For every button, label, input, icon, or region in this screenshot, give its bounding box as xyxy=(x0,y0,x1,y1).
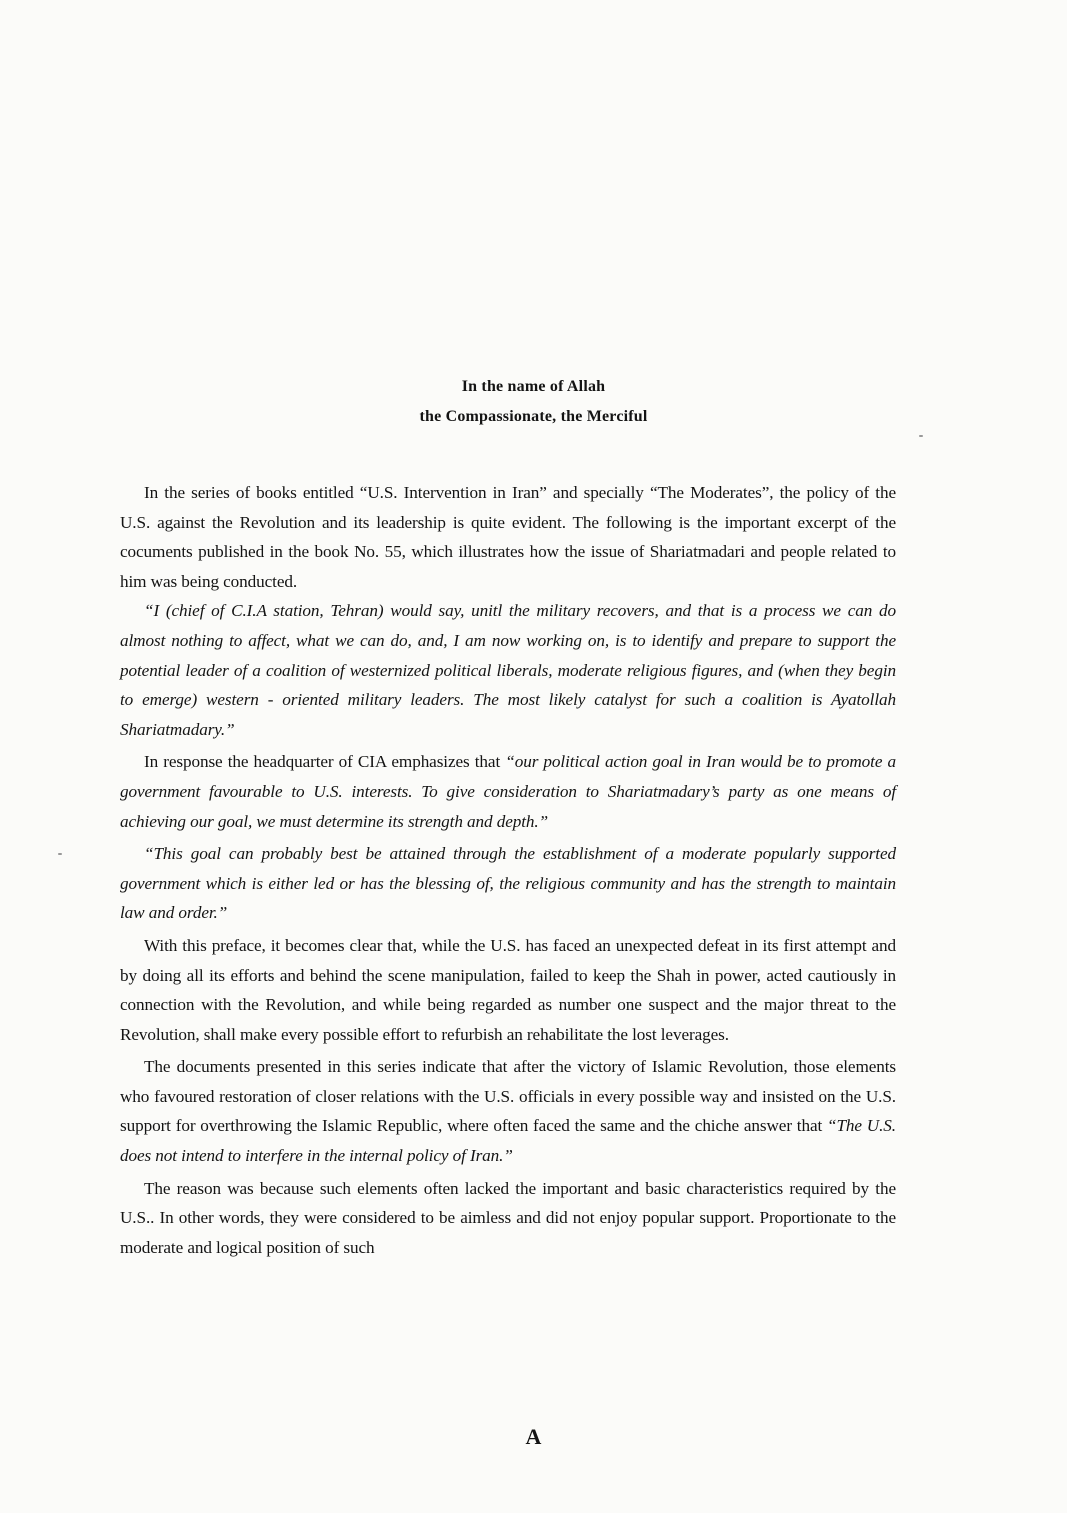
paragraph-text: With this preface, it becomes clear that, while the U.S. has faced an unexpected defeat in its first attempt and by doing all its efforts and behind the scene manipulation, failed to keep the Shah in power, acted cautiously in connection with the Revolution, and while being regarded as number one suspect and the major threat to the Revolution, shall make every possible effort to refurbish an rehabilitate the lost leverages. xyxy=(120,935,896,1044)
paragraph-quote: “The U.S. does not intend to interfere in the internal policy of Iran.” xyxy=(120,1116,896,1166)
paragraph xyxy=(120,596,896,744)
paragraph xyxy=(120,478,896,596)
paragraph-text: In the series of books entitled “U.S. Intervention in Iran” and specially “The Moderates”, the policy of the U.S. against the Revolution and its leadership is quite evident. The following is the important excerpt of the cocuments published in the book No. 55, which illustrates how the issue of Shariatmadari and people related to him was being conducted. xyxy=(120,483,896,591)
scan-speck xyxy=(919,435,923,437)
paragraph-text: The reason was because such elements often lacked the important and basic characteristics required by the U.S.. In other words, they were considered to be aimless and did not enjoy popular support. Proportionate to the moderate and logical position of such xyxy=(120,1178,896,1257)
paragraph-text: The documents presented in this series indicate that after the victory of Islamic Revolution, those elements who favoured restoration of closer relations with the U.S. officials in every possible way and insisted on the U.S. support for overthrowing the Islamic Republic, where often faced the same and the chiche answer that xyxy=(120,1057,896,1136)
paragraph xyxy=(120,1052,896,1170)
paragraph xyxy=(120,931,896,1049)
paragraph-quote: “our political action goal in Iran would be to promote a government favourable to U.S. interests. To give consideration to Shariatmadary’s party as one means of achieving our goal, we must determine its strength and depth.” xyxy=(120,752,897,831)
paragraph-quote: “I (chief of C.I.A station, Tehran) would say, unitl the military recovers, and that is a process we can do almost nothing to affect, what we can do, and, I am now working on, is to identify and prepare to support the potential leader of a coalition of westernized political liberals, moderate religious figures, and (when they begin to emerge) western - oriented military leaders. The most likely catalyst for such a coalition is Ayatollah Shariatmadary.” xyxy=(120,601,896,739)
paragraph-quote: “This goal can probably best be attained through the establishment of a moderate popularly supported government which is either led or has the blessing of, the religious community and has the strength to maintain law and order.” xyxy=(120,844,896,923)
paragraph-text: In response the headquarter of CIA emphasizes that xyxy=(144,752,506,772)
scan-speck xyxy=(58,853,62,855)
paragraph xyxy=(120,1174,896,1263)
heading-line-1: In the name of Allah xyxy=(461,378,606,395)
heading-line-2: the Compassionate, the Merciful xyxy=(419,408,648,425)
paragraph xyxy=(120,747,896,836)
page-number: A xyxy=(525,1424,542,1449)
document-heading xyxy=(0,372,1067,432)
body-text xyxy=(120,478,896,1262)
paragraph xyxy=(120,839,896,928)
